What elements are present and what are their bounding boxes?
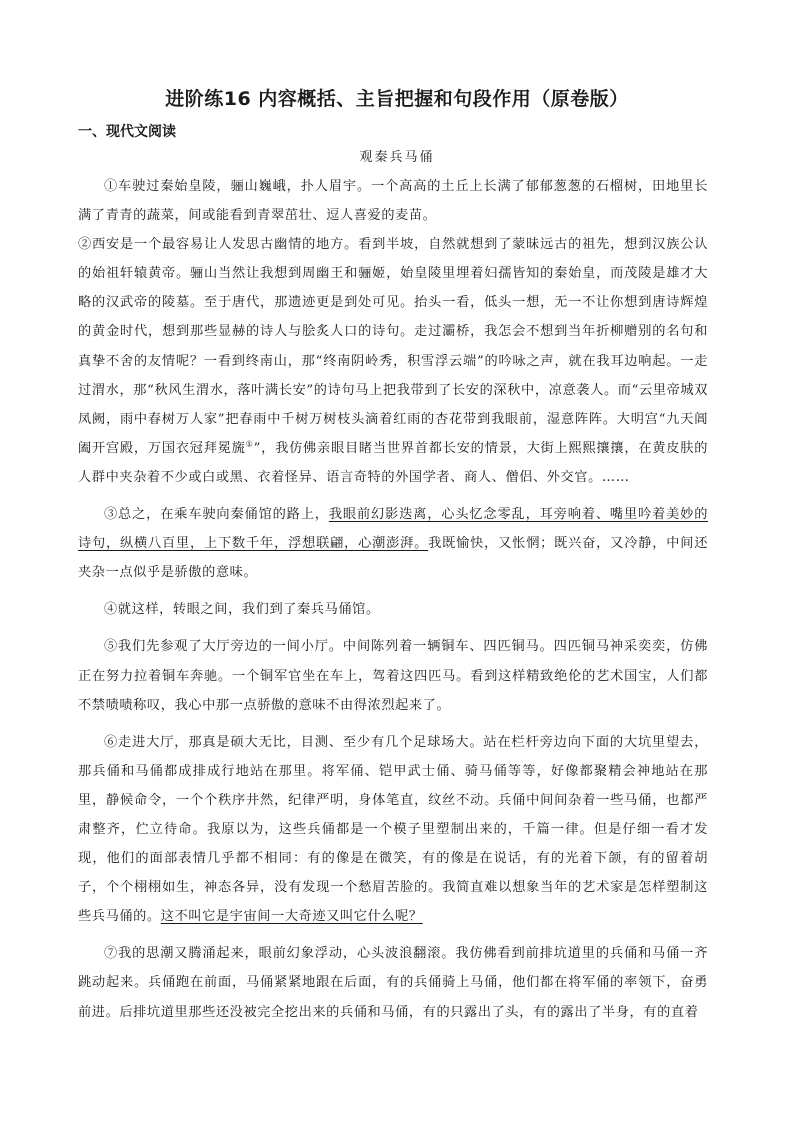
paragraph-4: ④就这样，转眼之间，我们到了秦兵马俑馆。 bbox=[104, 602, 380, 618]
footnote-marker: ① bbox=[245, 439, 254, 449]
paragraph-2-part-2: ”，我仿佛亲眼目睹当世界首都长安的情景，大街上熙熙攘攘，在黄皮肤的人群中夹杂着不少或白或黑、衣着怪异、语言奇特的外国学者、商人、僧侣、外交官。…… bbox=[78, 440, 708, 485]
paragraph-3 bbox=[78, 500, 708, 587]
paragraph-2 bbox=[78, 230, 708, 492]
paragraph-3-part-2: 我既愉快，又怅惘；既兴奋，又冷静，中间还夹杂一点似乎是骄傲的意味。 bbox=[78, 536, 709, 581]
document-title: 进阶练16 内容概括、主旨把握和句段作用（原卷版） bbox=[165, 88, 629, 110]
underlined-sentence-1: 我眼前幻影迭离，心头忆念零乱，耳旁响着、嘴里吟着美妙的诗句，纵横八百里，上下数千年，浮想联翩，心潮澎湃。 bbox=[78, 507, 708, 552]
paragraph-2-part-1: ②西安是一个最容易让人发思古幽情的地方。看到半坡，自然就想到了蒙昧远古的祖先，想到汉族公认的始祖轩辕黄帝。骊山当然让我想到周幽王和骊姬，始皇陵里埋着妇孺皆知的秦始皇，而茂陵是雄才大略的汉武帝的陵墓。至于唐代，那遗迹更是到处可见。抬头一看，低头一想，无一不让你想到唐诗辉煌的黄金时代，想到那些显赫的诗人与脍炙人口的诗句。走过灞桥，我怎会不想到当年折柳赠别的名句和真挚不舍的友情呢？一看到终南山，那“终南阴岭秀，积雪浮云端”的吟咏之声，就在我耳边响起。一走过渭水，那“秋风生渭水，落叶满长安”的诗句马上把我带到了长安的深秋中，凉意袭人。而“云里帝城双凤阙，雨中春树万人家”把春雨中千树万树枝头滴着红雨的杏花带到我眼前，湿意阵阵。大明宫“九天阊阖开宫殿，万国衣冠拜冕旒 bbox=[78, 237, 708, 456]
paragraph-7: ⑦我的思潮又腾涌起来，眼前幻象浮动，心头波浪翻滚。我仿佛看到前排坑道里的兵俑和马俑一齐跳动起来。兵俑跑在前面，马俑紧紧地跟在后面，有的兵俑骑上马俑，他们都在将军俑的率领下，奋勇前进。后排坑道里那些还没被完全挖出来的兵俑和马俑，有的只露出了头，有的露出了半身，有的直着 bbox=[78, 946, 708, 1020]
article-body bbox=[78, 172, 708, 1027]
article-title: 观秦兵马俑 bbox=[359, 150, 435, 165]
paragraph-3-part-1: ③总之，在乘车驶向秦俑馆的路上， bbox=[104, 507, 329, 523]
underlined-sentence-2: 这不叫它是宇宙间一大奇迹又叫它什么呢？ bbox=[160, 909, 423, 925]
section-heading: 一、现代文阅读 bbox=[78, 124, 176, 140]
paragraph-6 bbox=[78, 728, 708, 932]
paragraph-5: ⑤我们先参观了大厅旁边的一间小厅。中间陈列着一辆铜车、四匹铜马。四匹铜马神采奕奕，仿佛正在努力拉着铜车奔驰。一个铜军官坐在车上，驾着这四匹马。看到这样精致绝伦的艺术国宝，人们都不禁啧啧称叹，我心中那一点骄傲的意味不由得浓烈起来了。 bbox=[78, 639, 708, 713]
paragraph-6-part-1: ⑥走进大厅，那真是硕大无比，目测、至少有几个足球场大。站在栏杆旁边向下面的大坑里望去，那兵俑和马俑都成排成行地站在那里。将军俑、铠甲武士俑、骑马俑等等，好像都聚精会神地站在那里，静候命令，一个个秩序井然，纪律严明，身体笔直，纹丝不动。兵俑中间间杂着一些马俑，也都严肃整齐，伫立待命。我原以为，这些兵俑都是一个模子里塑制出来的，千篇一律。但是仔细一看才发现，他们的面部表情几乎都不相同：有的像是在微笑，有的像是在说话，有的光着下颌，有的留着胡子，个个栩栩如生，神态各异，没有发现一个愁眉苦脸的。我简直难以想象当年的艺术家是怎样塑制这些兵马俑的。 bbox=[78, 734, 708, 925]
paragraph-1: ①车驶过秦始皇陵，骊山巍峨，扑人眉宇。一个高高的土丘上长满了郁郁葱葱的石榴树，田地里长满了青青的蔬菜，间或能看到青翠茁壮、逗人喜爱的麦苗。 bbox=[78, 179, 708, 224]
